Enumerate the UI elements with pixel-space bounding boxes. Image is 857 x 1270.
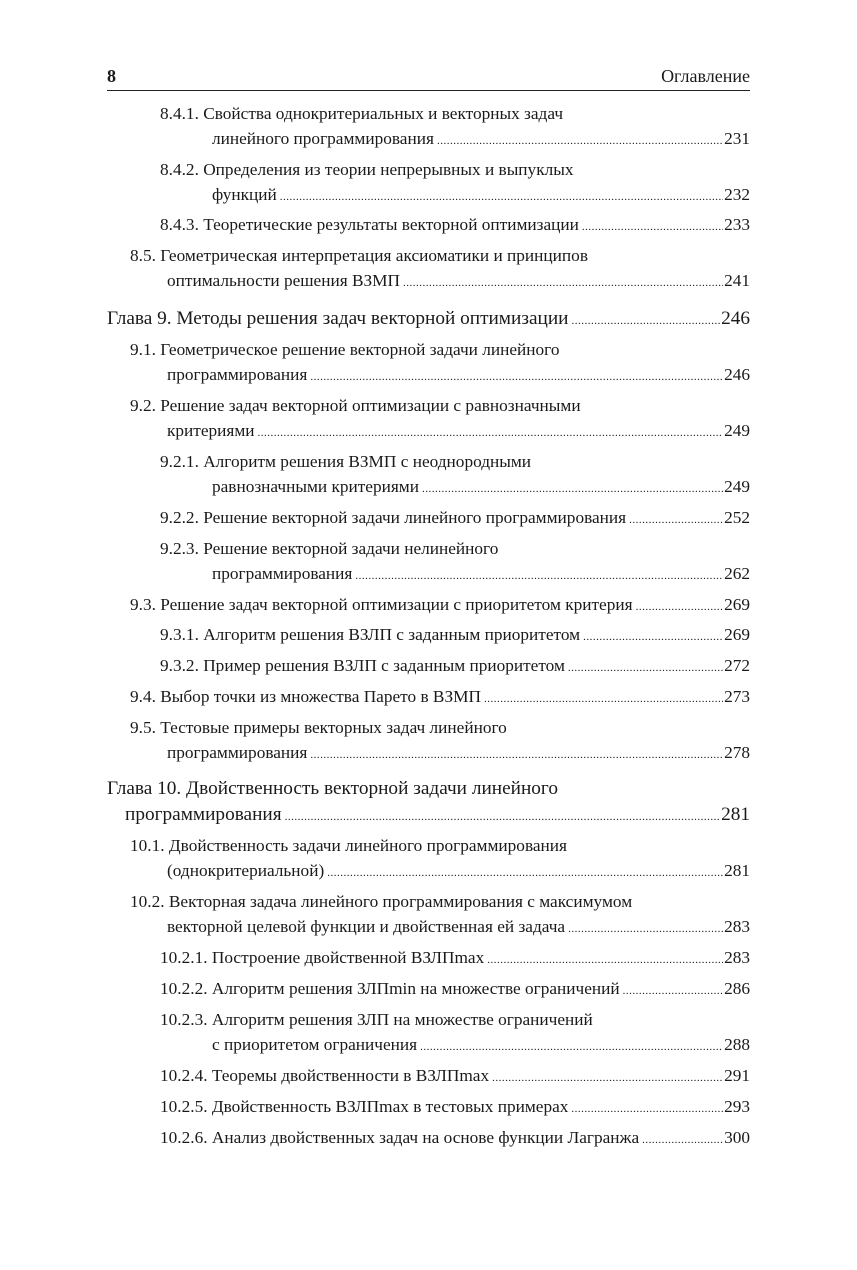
- running-title: Оглавление: [661, 66, 750, 86]
- leader-dots: [568, 917, 723, 942]
- leader-dots: [403, 271, 723, 296]
- toc-entry-title-cont: векторной целевой функции и двойственная ей задача: [167, 917, 566, 936]
- toc-entry-title: 9.3. Решение задач векторной оптимизации с приоритетом критерия: [130, 595, 633, 614]
- toc-entry-title-cont: равнозначными критериями: [212, 477, 419, 496]
- toc-entry-title: 10.2.1. Построение двойственной ВЗЛПmax: [160, 948, 485, 967]
- toc-entry-title: 10.2.6. Анализ двойственных задач на основе функции Лагранжа: [160, 1128, 640, 1147]
- toc-chapter[interactable]: [107, 776, 750, 830]
- toc-entry-title: 9.1. Геометрическое решение векторной задачи линейного: [130, 340, 560, 359]
- toc-page-number: 283: [724, 948, 750, 967]
- toc-entry[interactable]: [130, 243, 750, 296]
- toc-page-number: 241: [724, 271, 750, 290]
- toc-entry-title-cont: критериями: [167, 421, 255, 440]
- leader-dots: [642, 1128, 723, 1153]
- leader-dots: [492, 1066, 723, 1091]
- leader-dots: [258, 421, 724, 446]
- toc-entry[interactable]: [160, 1094, 750, 1122]
- leader-dots: [422, 477, 723, 502]
- leader-dots: [327, 861, 723, 886]
- toc-page-number: 272: [724, 656, 750, 675]
- toc-entry-title: 9.2.3. Решение векторной задачи нелинейного: [160, 539, 499, 558]
- toc-entry[interactable]: [130, 715, 750, 768]
- toc-entry-title: 8.5. Геометрическая интерпретация аксиоматики и принципов: [130, 246, 588, 265]
- toc-entry-title: 10.2.5. Двойственность ВЗЛПmax в тестовых примерах: [160, 1097, 569, 1116]
- toc-entry-title: 10.2.4. Теоремы двойственности в ВЗЛПmax: [160, 1066, 490, 1085]
- toc-entry-title-cont: с приоритетом ограничения: [212, 1035, 418, 1054]
- toc-entry[interactable]: [160, 653, 750, 681]
- toc-entry[interactable]: [160, 976, 750, 1004]
- leader-dots: [280, 185, 723, 210]
- toc-entry-title: 10.2.2. Алгоритм решения ЗЛПmin на множестве ограничений: [160, 979, 620, 998]
- leader-dots: [310, 365, 723, 390]
- leader-dots: [571, 308, 720, 334]
- leader-dots: [487, 948, 723, 973]
- toc-page-number: 291: [724, 1066, 750, 1085]
- toc-entry-title: 9.2.1. Алгоритм решения ВЗМП с неоднородными: [160, 452, 532, 471]
- toc-page-number: 231: [724, 129, 750, 148]
- toc-page-number: 300: [724, 1128, 750, 1147]
- toc-page-number: 293: [724, 1097, 750, 1116]
- toc-entry[interactable]: [160, 212, 750, 240]
- leader-dots: [420, 1035, 723, 1060]
- toc-entry[interactable]: [160, 101, 750, 154]
- toc-entry[interactable]: [130, 889, 750, 942]
- toc-entry-title: 8.4.2. Определения из теории непрерывных и выпуклых: [160, 160, 574, 179]
- toc-page-number: 283: [724, 917, 750, 936]
- toc-entry[interactable]: [160, 536, 750, 589]
- toc-entry-title: 9.2. Решение задач векторной оптимизации с равнозначными: [130, 396, 581, 415]
- toc-entry[interactable]: [130, 833, 750, 886]
- toc-entry[interactable]: [130, 592, 750, 620]
- leader-dots: [629, 508, 723, 533]
- toc-entry-title: 9.3.1. Алгоритм решения ВЗЛП с заданным приоритетом: [160, 625, 581, 644]
- toc-entry[interactable]: [160, 1007, 750, 1060]
- toc-entry-title: 9.4. Выбор точки из множества Парето в ВЗМП: [130, 687, 481, 706]
- toc-entry[interactable]: [130, 337, 750, 390]
- toc-entry-title-cont: функций: [212, 185, 277, 204]
- leader-dots: [437, 129, 723, 154]
- toc-page-number: 269: [724, 625, 750, 644]
- toc-entry-title-cont: (однокритериальной): [167, 861, 325, 880]
- toc-entry-title-cont: линейного программирования: [212, 129, 434, 148]
- toc-page-number: 281: [724, 861, 750, 880]
- toc-entry[interactable]: [160, 1063, 750, 1091]
- toc-page-number: 249: [724, 421, 750, 440]
- toc-entry-title: 9.5. Тестовые примеры векторных задач линейного: [130, 718, 507, 737]
- leader-dots: [623, 979, 723, 1004]
- toc-page-number: 232: [724, 185, 750, 204]
- leader-dots: [636, 595, 724, 620]
- toc-entry[interactable]: [130, 684, 750, 712]
- toc-page-number: 281: [721, 804, 750, 825]
- leader-dots: [571, 1097, 723, 1122]
- toc-page-number: 269: [724, 595, 750, 614]
- toc-entry-title-cont: программирования: [167, 743, 308, 762]
- toc-entry[interactable]: [160, 449, 750, 502]
- toc-entry-title: 10.2. Векторная задача линейного программирования с максимумом: [130, 892, 633, 911]
- leader-dots: [285, 804, 720, 830]
- leader-dots: [355, 564, 723, 589]
- leader-dots: [484, 687, 723, 712]
- toc-entry-title: 9.2.2. Решение векторной задачи линейного программирования: [160, 508, 627, 527]
- leader-dots: [582, 215, 723, 240]
- leader-dots: [568, 656, 723, 681]
- toc-page-number: 246: [721, 308, 750, 329]
- toc-page-number: 278: [724, 743, 750, 762]
- toc-entry-title-cont: программирования: [212, 564, 353, 583]
- toc-entry[interactable]: [160, 157, 750, 210]
- toc-entry-title-cont: программирования: [167, 365, 308, 384]
- toc-entry[interactable]: [160, 945, 750, 973]
- toc-page-number: 249: [724, 477, 750, 496]
- toc-page-number: 286: [724, 979, 750, 998]
- toc-chapter[interactable]: [107, 306, 750, 334]
- toc-chapter-title: Глава 9. Методы решения задач векторной оптимизации: [107, 308, 569, 329]
- toc-entry[interactable]: [130, 393, 750, 446]
- toc-page-number: 273: [724, 687, 750, 706]
- toc-chapter-title-cont: программирования: [125, 804, 282, 825]
- toc-entry[interactable]: [160, 1125, 750, 1153]
- toc-chapter-title: Глава 10. Двойственность векторной задачи линейного: [107, 778, 558, 799]
- toc-entry-title-cont: оптимальности решения ВЗМП: [167, 271, 401, 290]
- toc-entry-title: 10.2.3. Алгоритм решения ЗЛП на множестве ограничений: [160, 1010, 593, 1029]
- toc-page-number: 252: [724, 508, 750, 527]
- toc-page-number: 288: [724, 1035, 750, 1054]
- leader-dots: [583, 625, 723, 650]
- toc-page-number: 246: [724, 365, 750, 384]
- toc-entry-title: 8.4.3. Теоретические результаты векторной оптимизации: [160, 215, 579, 234]
- leader-dots: [310, 743, 723, 768]
- toc-entry[interactable]: [160, 622, 750, 650]
- toc-page-number: 233: [724, 215, 750, 234]
- page-number: 8: [107, 66, 116, 86]
- toc-page-number: 262: [724, 564, 750, 583]
- toc-entry[interactable]: [160, 505, 750, 533]
- toc-entry-title: 10.1. Двойственность задачи линейного программирования: [130, 836, 567, 855]
- toc-entry-title: 9.3.2. Пример решения ВЗЛП с заданным приоритетом: [160, 656, 565, 675]
- toc-entry-title: 8.4.1. Свойства однокритериальных и векторных задач: [160, 104, 564, 123]
- page-header: [107, 64, 750, 91]
